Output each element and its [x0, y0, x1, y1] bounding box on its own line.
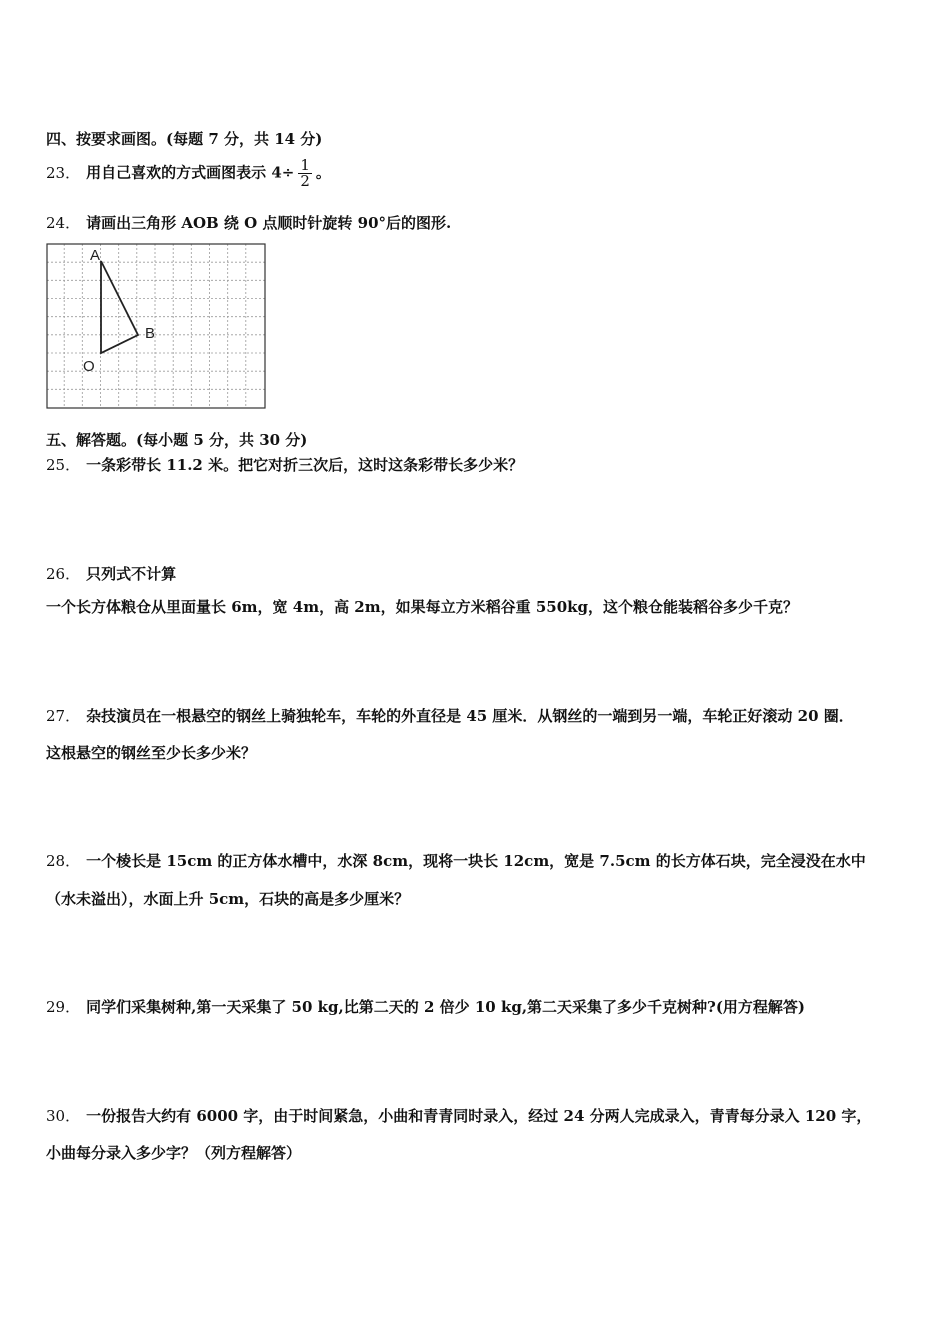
rotation-grid-figure: [46, 243, 266, 409]
question-27-line2: 这根悬空的钢丝至少长多少米？: [46, 744, 257, 762]
fraction: [298, 158, 312, 189]
question-number: 24．: [46, 214, 81, 232]
question-26-body: 一个长方体粮仓从里面量长 6m，宽 4m，高 2m，如果每立方米稻谷重 550kg，这个粮仓能装稻谷多少千克？: [46, 598, 799, 616]
question-number: 30．: [46, 1107, 81, 1125]
grid-border: [47, 244, 265, 408]
question-text: 一条彩带长 11.2 米。把它对折三次后，这时这条彩带长多少米？: [86, 456, 524, 474]
question-29: [46, 996, 805, 1017]
question-28-line2: （水未溢出），水面上升 5cm，石块的高是多少厘米？: [46, 890, 410, 908]
question-28: [46, 850, 866, 871]
section4-title: 四、按要求画图。(每题 7 分，共 14 分): [46, 130, 323, 148]
question-text: 杂技演员在一根悬空的钢丝上骑独轮车，车轮的外直径是 45 厘米．从钢丝的一端到另一端，车轮正好滚动 20 圈．: [86, 707, 854, 725]
question-number: 27．: [46, 707, 81, 725]
section5-title: 五、解答题。(每小题 5 分，共 30 分): [46, 431, 308, 449]
label-b: B: [145, 325, 156, 342]
question-text: 一份报告大约有 6000 字，由于时间紧急，小曲和青青同时录入，经过 24 分两人完成录入，青青每分录入 120 字，: [86, 1107, 872, 1125]
question-30: [46, 1105, 871, 1126]
question-number: 25．: [46, 456, 81, 474]
question-23: [46, 158, 331, 189]
label-a: A: [90, 247, 101, 264]
question-30-line2: 小曲每分录入多少字？（列方程解答）: [46, 1144, 302, 1162]
question-text: 一个棱长是 15cm 的正方体水槽中，水深 8cm，现将一块长 12cm，宽是 7.5cm 的长方体石块，完全浸没在水中: [86, 852, 866, 870]
grid-svg: [46, 243, 266, 409]
label-o: O: [83, 358, 95, 375]
question-26: [46, 563, 176, 584]
grid-lines: [47, 244, 265, 408]
question-text: 只列式不计算: [86, 565, 177, 583]
question-number: 26．: [46, 565, 81, 583]
question-end: 。: [315, 163, 331, 182]
question-25: [46, 454, 523, 475]
question-text: 请画出三角形 AOB 绕 O 点顺时针旋转 90°后的图形.: [86, 214, 452, 232]
fraction-denominator: 2: [300, 172, 310, 190]
question-text: 同学们采集树种,第一天采集了 50 kg,比第二天的 2 倍少 10 kg,第二天采集了多少千克树种?(用方程解答): [86, 998, 806, 1016]
question-number: 23．: [46, 163, 81, 182]
question-24: [46, 212, 451, 233]
question-27: [46, 705, 854, 726]
question-number: 28．: [46, 852, 81, 870]
question-text: 用自己喜欢的方式画图表示 4÷: [86, 163, 295, 182]
question-number: 29．: [46, 998, 81, 1016]
fraction-numerator: 1: [300, 156, 310, 174]
triangle-aob: [101, 261, 138, 353]
